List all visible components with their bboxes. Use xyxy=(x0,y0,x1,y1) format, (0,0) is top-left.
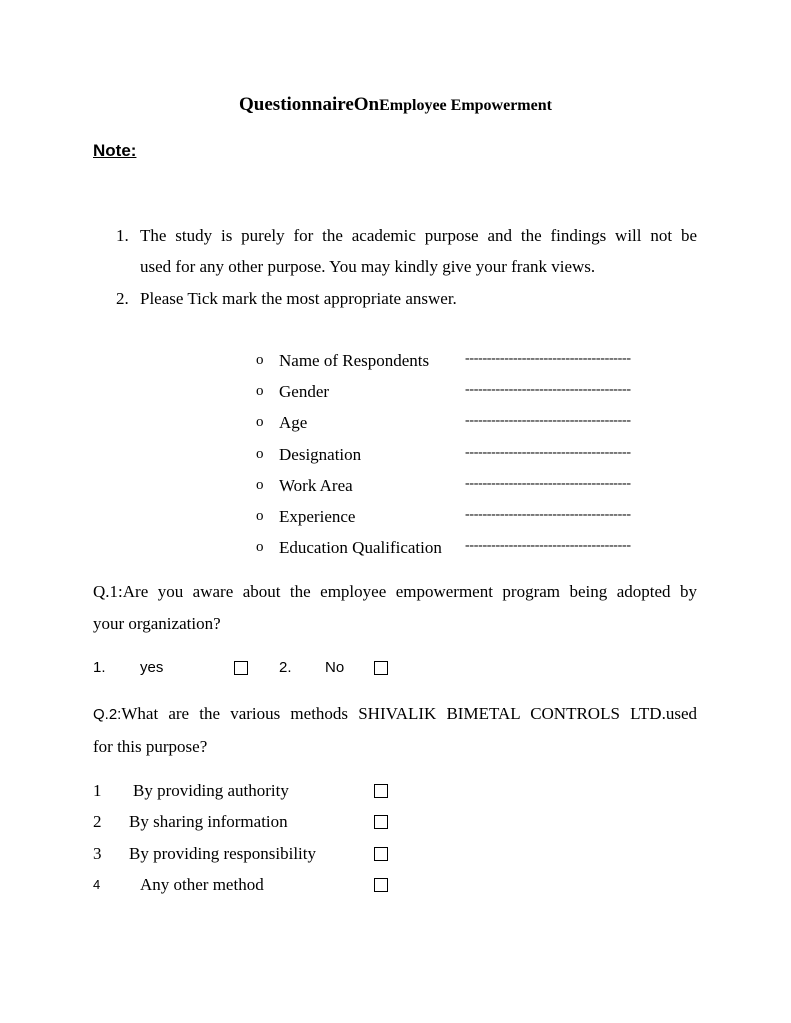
q1-yes-checkbox[interactable] xyxy=(234,661,248,675)
page-title xyxy=(0,94,791,116)
field-label-name: Name of Respondents xyxy=(279,351,430,370)
list-bullet: o xyxy=(256,383,264,399)
q1-option-1-number: 1. xyxy=(93,659,106,676)
q2-option-3-checkbox[interactable] xyxy=(374,847,388,861)
title-part-1: QuestionnaireOn xyxy=(239,94,380,115)
question-2-text: What are the various methods SHIVALIK BIMETAL CONTROLS LTD.used xyxy=(121,704,697,723)
field-label-age: Age xyxy=(279,413,308,432)
q1-option-2-number: 2. xyxy=(279,659,292,676)
q2-option-2-label: By sharing information xyxy=(129,812,288,831)
field-label-work-area: Work Area xyxy=(279,476,353,495)
question-1-line-2: your organization? xyxy=(93,614,221,633)
q2-option-2-checkbox[interactable] xyxy=(374,815,388,829)
field-blank-age[interactable]: -------------------------------------- xyxy=(465,413,631,428)
q2-option-4-checkbox[interactable] xyxy=(374,878,388,892)
q2-option-3-label: By providing responsibility xyxy=(129,844,316,863)
field-label-gender: Gender xyxy=(279,382,330,401)
list-bullet: o xyxy=(256,352,264,368)
field-blank-experience[interactable]: -------------------------------------- xyxy=(465,507,631,522)
q1-no-checkbox[interactable] xyxy=(374,661,388,675)
list-bullet: o xyxy=(256,446,264,462)
field-blank-education[interactable]: -------------------------------------- xyxy=(465,538,631,553)
question-2-prefix: Q.2: xyxy=(93,706,122,723)
list-bullet: o xyxy=(256,508,264,524)
list-bullet: o xyxy=(256,414,264,430)
note-heading: Note: xyxy=(93,141,137,160)
q2-option-2-number: 2 xyxy=(93,812,102,831)
q2-option-4-number: 4 xyxy=(93,877,101,892)
q2-option-4-label: Any other method xyxy=(140,875,264,894)
instruction-2-line-1: Please Tick mark the most appropriate answer. xyxy=(140,289,457,308)
instruction-1-line-2: used for any other purpose. You may kindly give your frank views. xyxy=(140,257,596,276)
question-2-line-2: for this purpose? xyxy=(93,737,208,756)
field-label-education: Education Qualification xyxy=(279,538,442,557)
q1-option-1-label: yes xyxy=(140,659,164,676)
q2-option-1-number: 1 xyxy=(93,781,102,800)
instruction-2-number: 2. xyxy=(116,289,129,308)
question-2-line-1 xyxy=(93,704,697,724)
question-1-line-1: Q.1:Are you aware about the employee empowerment program being adopted by xyxy=(93,582,697,601)
q2-option-1-label: By providing authority xyxy=(133,781,289,800)
instruction-1-line-1: The study is purely for the academic purpose and the findings will not be xyxy=(140,226,697,245)
field-blank-name[interactable]: -------------------------------------- xyxy=(465,351,631,366)
list-bullet: o xyxy=(256,539,264,555)
q2-option-1-checkbox[interactable] xyxy=(374,784,388,798)
field-label-designation: Designation xyxy=(279,445,362,464)
title-part-2: Employee Empowerment xyxy=(379,97,552,114)
field-blank-gender[interactable]: -------------------------------------- xyxy=(465,382,631,397)
q2-option-3-number: 3 xyxy=(93,844,102,863)
list-bullet: o xyxy=(256,477,264,493)
field-blank-designation[interactable]: -------------------------------------- xyxy=(465,445,631,460)
field-blank-work-area[interactable]: -------------------------------------- xyxy=(465,476,631,491)
instruction-1-number: 1. xyxy=(116,226,129,245)
field-label-experience: Experience xyxy=(279,507,356,526)
q1-option-2-label: No xyxy=(325,659,345,676)
